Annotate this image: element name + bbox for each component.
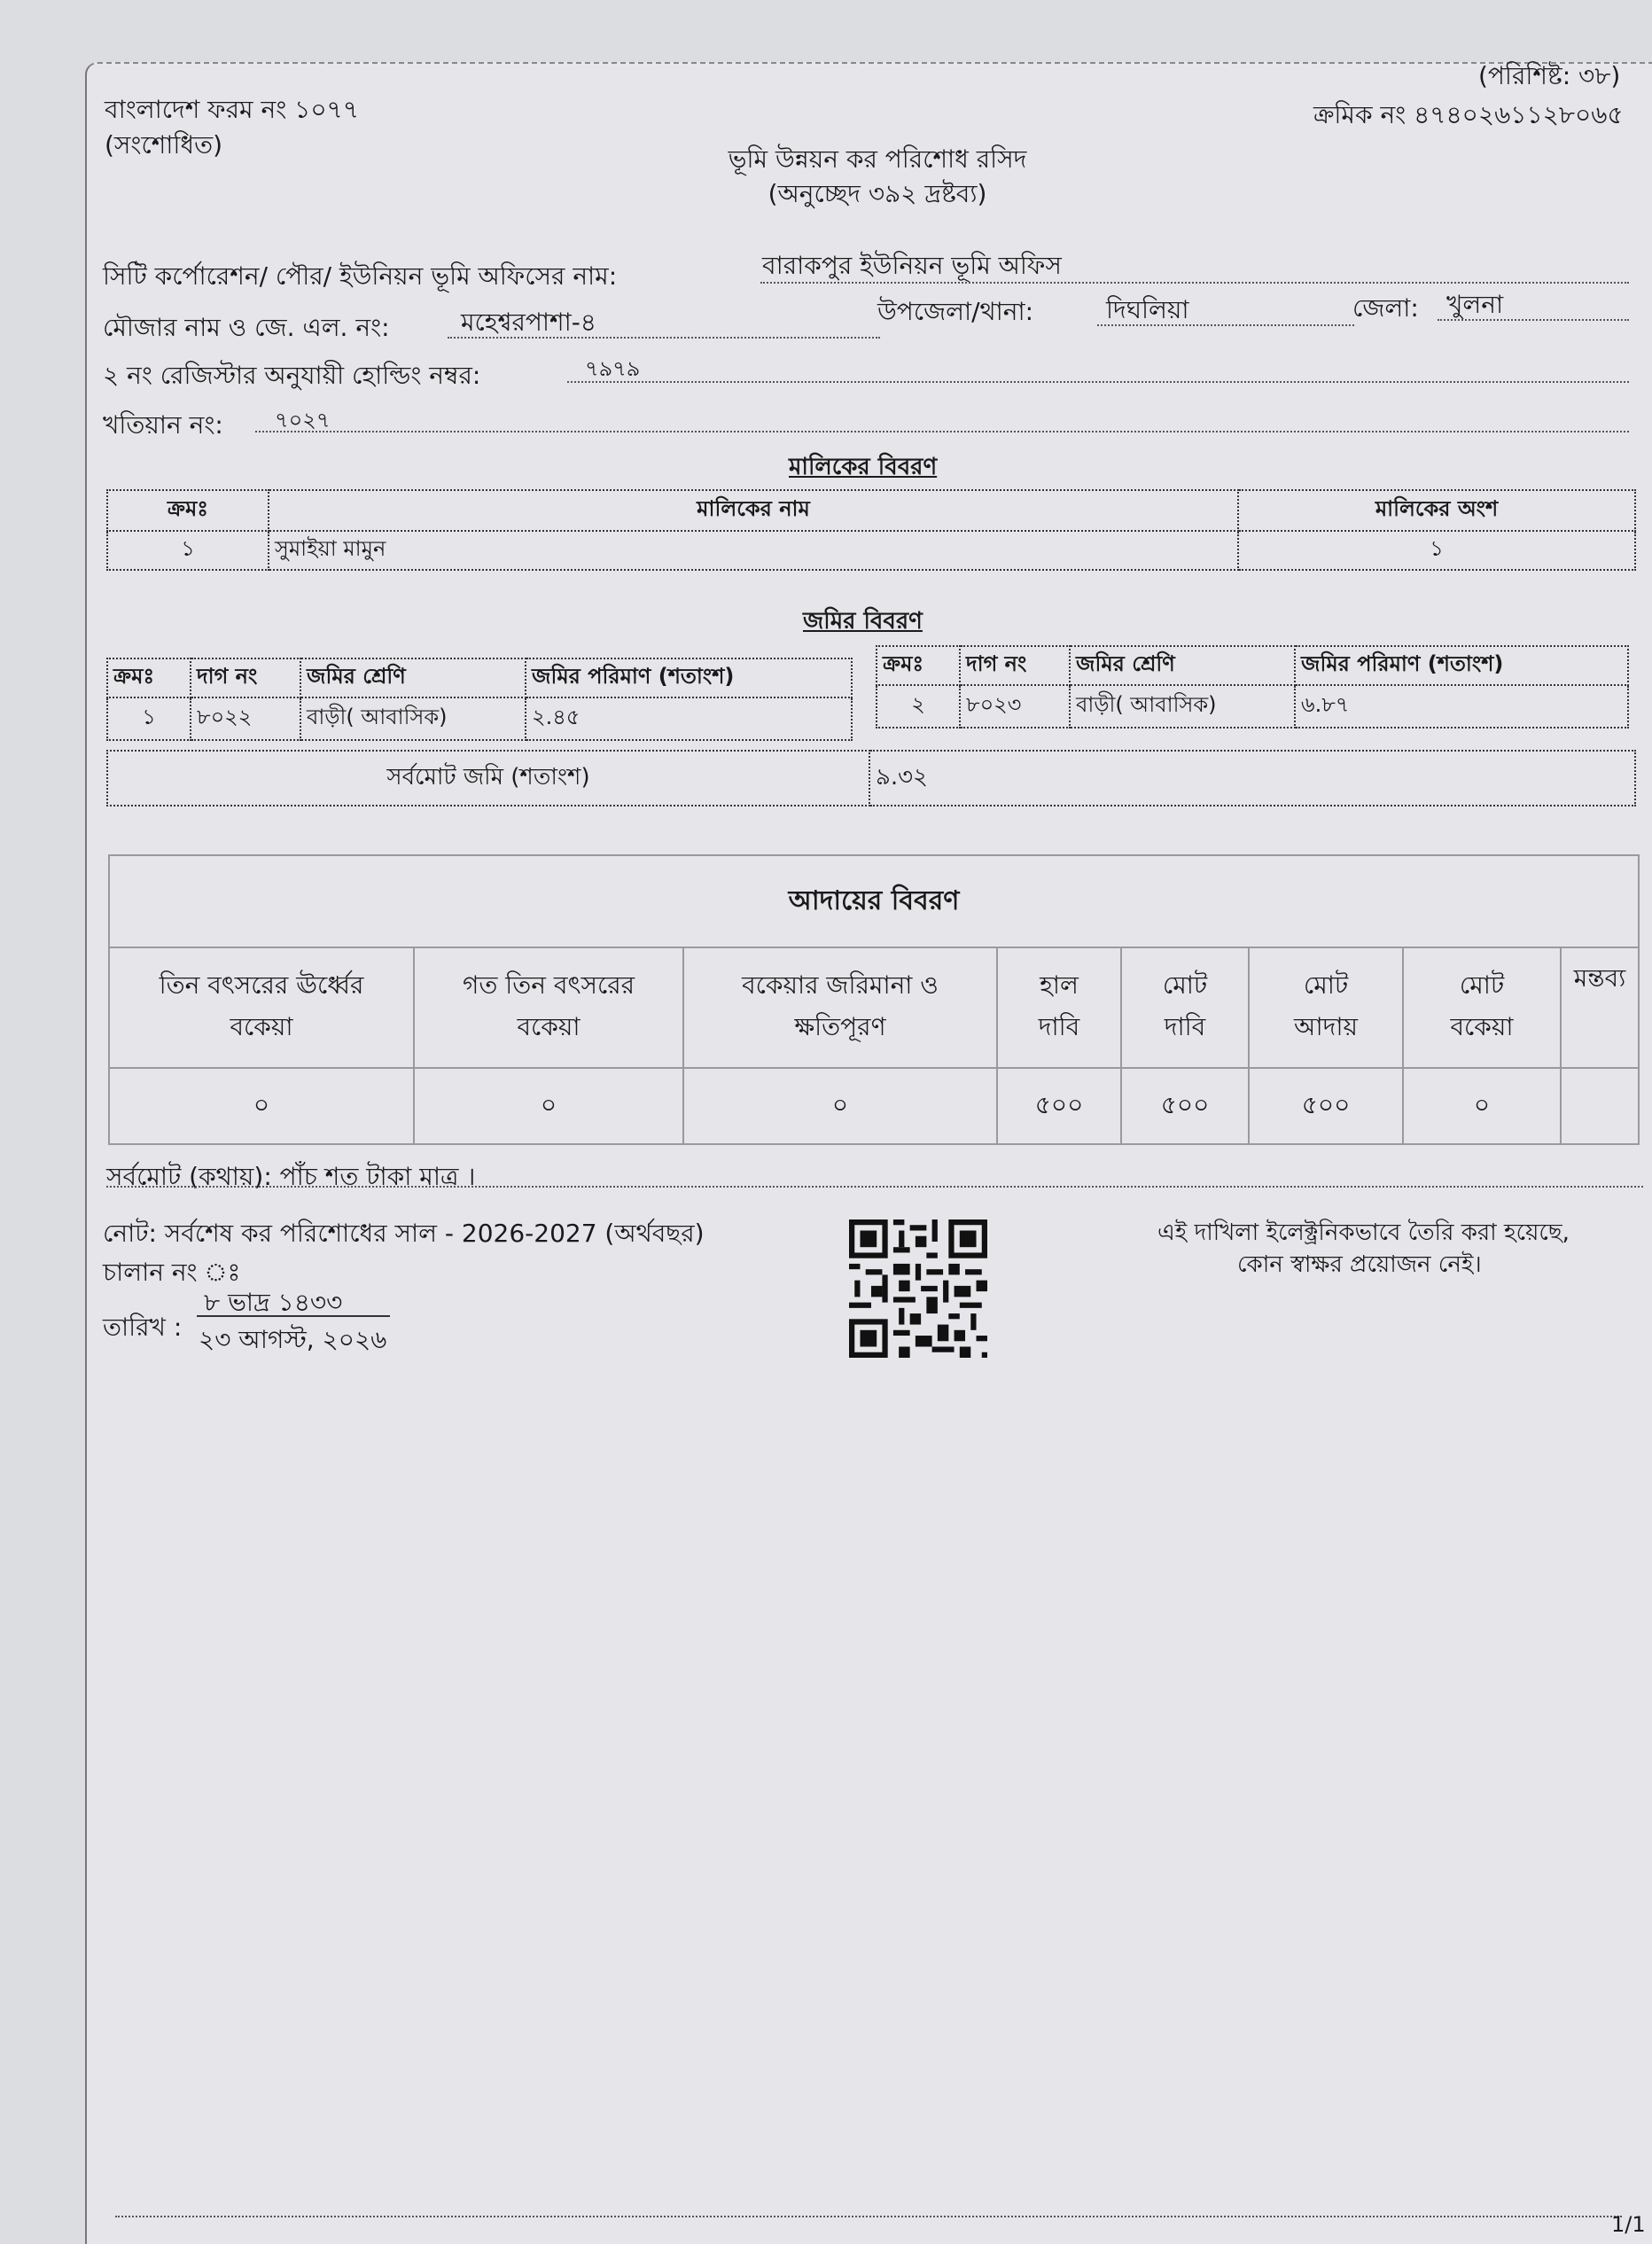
land-header-plot: দাগ নং: [960, 646, 1070, 685]
office-label: সিটি কর্পোরেশন/ পৌর/ ইউনিয়ন ভূমি অফিসের নাম:: [103, 261, 618, 291]
district-value: খুলনা: [1446, 290, 1504, 319]
office-value: বারাকপুর ইউনিয়ন ভূমি অফিস: [762, 251, 1062, 280]
owners-header-serial: ক্রমঃ: [107, 490, 269, 531]
form-number: বাংলাদেশ ফরম নং ১০৭৭: [105, 95, 359, 124]
land-header-class: জমির শ্রেণি: [300, 658, 526, 697]
value-total-due: ০: [1403, 1068, 1561, 1144]
khatian-value: ৭০২৭: [275, 408, 331, 432]
header-total-collected: মোট আদায়: [1249, 947, 1403, 1068]
district-underline: [1438, 319, 1629, 321]
land-plot: ৮০২২: [191, 697, 300, 740]
mouza-underline: [448, 337, 880, 339]
land-header-serial: ক্রমঃ: [107, 658, 191, 697]
holding-value: ৭৯৭৯: [585, 356, 641, 381]
note-last-payment-year: নোট: সর্বশেষ কর পরিশোধের সাল - 2026-2027 (অর্থবছর): [103, 1219, 705, 1248]
value-last-three-years: ০: [414, 1068, 683, 1144]
header-current-demand: হাল দাবি: [997, 947, 1121, 1068]
office-underline: [760, 282, 1629, 284]
land-total-table: [106, 750, 1636, 806]
header-last-three-years: গত তিন বৎসরের বকেয়া: [414, 947, 683, 1068]
qr-code: [849, 1219, 987, 1358]
land-total-value: ৯.৩২: [869, 751, 1635, 806]
serial-number: ক্রমিক নং ৪৭৪০২৬১১২৮০৬৫: [1313, 100, 1624, 129]
land-heading: জমির বিবরণ: [803, 608, 923, 635]
land-serial: ১: [107, 697, 191, 740]
table-row: [877, 685, 1628, 728]
value-current-demand: ৫০০: [997, 1068, 1121, 1144]
owner-name: সুমাইয়া মামুন: [269, 531, 1238, 570]
upazila-label: উপজেলা/থানা:: [877, 297, 1034, 326]
collection-table: [108, 854, 1640, 1145]
date-gregorian: ২৩ আগস্ট, ২০২৬: [199, 1325, 387, 1354]
header-penalty: বকেয়ার জরিমানা ও ক্ষতিপূরণ: [683, 947, 997, 1068]
mouza-label: মৌজার নাম ও জে. এল. নং:: [103, 313, 390, 342]
challan-number: চালান নং ঃ: [103, 1258, 241, 1287]
amended-label: (সংশোধিত): [105, 130, 223, 160]
land-amount: ২.৪৫: [526, 697, 852, 740]
land-class: বাড়ী( আবাসিক): [300, 697, 526, 740]
land-header-amount: জমির পরিমাণ (শতাংশ): [526, 658, 852, 697]
collection-heading: আদায়ের বিবরণ: [109, 855, 1639, 947]
receipt-title: ভূমি উন্নয়ন কর পরিশোধ রসিদ: [728, 144, 1027, 174]
land-class: বাড়ী( আবাসিক): [1070, 685, 1295, 728]
land-amount: ৬.৮৭: [1295, 685, 1628, 728]
date-bangla: ৮ ভাদ্র ১৪৩৩: [204, 1288, 343, 1317]
land-plot: ৮০২৩: [960, 685, 1070, 728]
receipt-subtitle: (অনুচ্ছেদ ৩৯২ দ্রষ্টব্য): [768, 179, 987, 208]
owners-table: [106, 489, 1636, 571]
header-total-demand: মোট দাবি: [1121, 947, 1249, 1068]
electronic-note-line-1: এই দাখিলা ইলেক্ট্রনিকভাবে তৈরি করা হয়েছে,: [1157, 1219, 1570, 1246]
value-remarks: [1561, 1068, 1639, 1144]
page-bottom-rule: [115, 2216, 1622, 2217]
total-in-words: সর্বমোট (কথায়): পাঁচ শত টাকা মাত্র ।: [106, 1162, 476, 1191]
header-remarks: মন্তব্য: [1561, 947, 1639, 1068]
value-total-demand: ৫০০: [1121, 1068, 1249, 1144]
land-header-class: জমির শ্রেণি: [1070, 646, 1295, 685]
mouza-value: মহেশ্বরপাশা-৪: [461, 308, 596, 337]
holding-underline: [567, 381, 1629, 383]
table-row: [107, 697, 852, 740]
table-row: [109, 1068, 1639, 1144]
holding-label: ২ নং রেজিস্টার অনুযায়ী হোল্ডিং নম্বর:: [103, 361, 481, 390]
value-over-three-years: ০: [109, 1068, 414, 1144]
total-in-words-underline: [106, 1186, 1643, 1188]
value-penalty: ০: [683, 1068, 997, 1144]
land-total-label: সর্বমোট জমি (শতাংশ): [107, 751, 869, 806]
appendix-label: (পরিশিষ্ট: ৩৮): [1478, 61, 1621, 90]
owners-heading: মালিকের বিবরণ: [789, 454, 938, 480]
district-label: জেলা:: [1352, 293, 1419, 323]
land-serial: ২: [877, 685, 960, 728]
upazila-value: দিঘলিয়া: [1106, 295, 1189, 324]
upazila-underline: [1097, 324, 1354, 326]
land-header-plot: দাগ নং: [191, 658, 300, 697]
land-table-left: [106, 658, 853, 741]
land-header-amount: জমির পরিমাণ (শতাংশ): [1295, 646, 1628, 685]
date-divider: [197, 1315, 390, 1317]
date-label: তারিখ :: [103, 1313, 183, 1342]
khatian-label: খতিয়ান নং:: [103, 410, 223, 440]
khatian-underline: [255, 431, 1629, 432]
owner-serial: ১: [107, 531, 269, 570]
header-over-three-years: তিন বৎসরের ঊর্ধ্বের বকেয়া: [109, 947, 414, 1068]
electronic-note-line-2: কোন স্বাক্ষর প্রয়োজন নেই।: [1237, 1251, 1482, 1278]
owner-share: ১: [1238, 531, 1635, 570]
header-total-due: মোট বকেয়া: [1403, 947, 1561, 1068]
table-row: [107, 531, 1635, 570]
land-table-right: [876, 645, 1629, 729]
value-total-collected: ৫০০: [1249, 1068, 1403, 1144]
land-header-serial: ক্রমঃ: [877, 646, 960, 685]
page-number: 1/1: [1611, 2212, 1646, 2237]
owners-header-share: মালিকের অংশ: [1238, 490, 1635, 531]
owners-header-name: মালিকের নাম: [269, 490, 1238, 531]
